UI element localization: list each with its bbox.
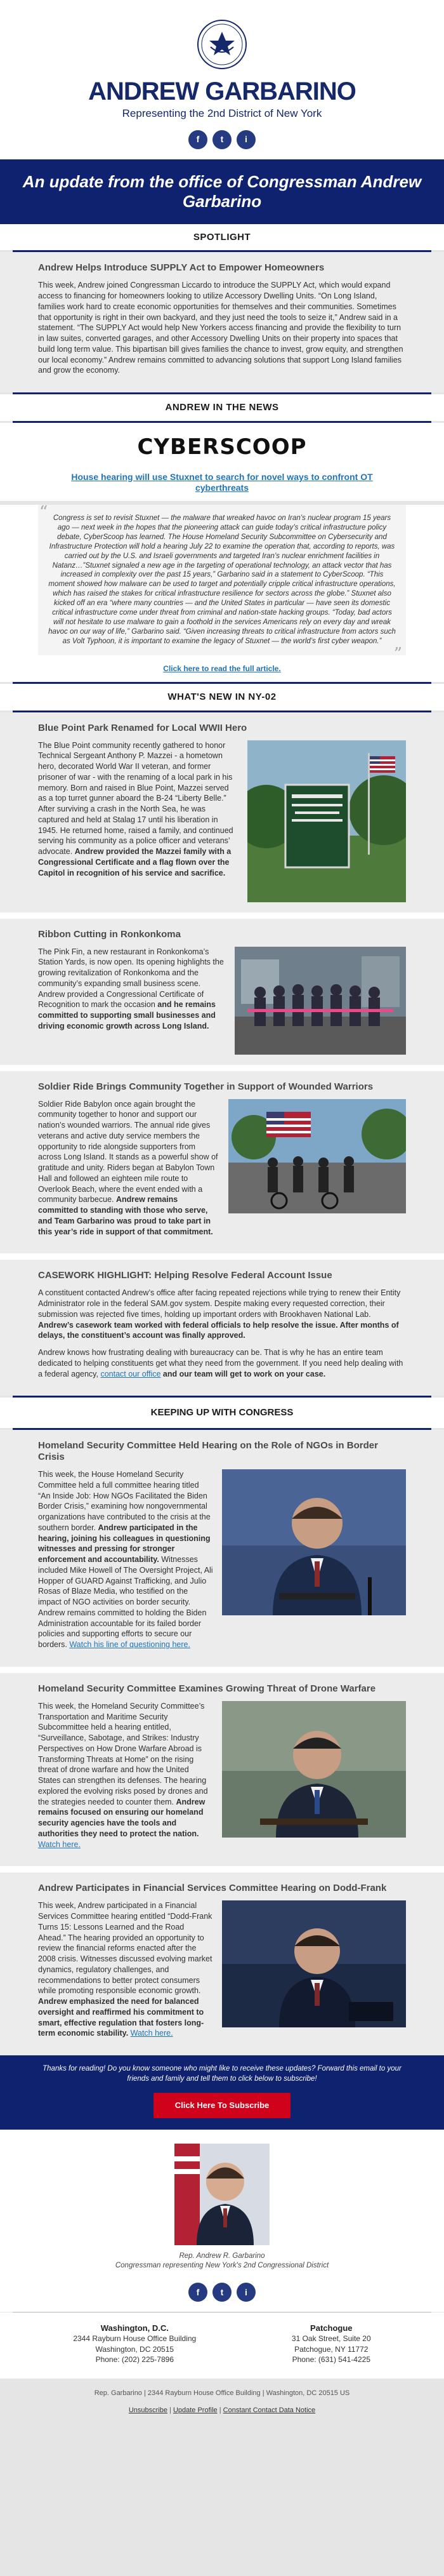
update-profile-link[interactable]: Update Profile [173, 2406, 218, 2414]
signature-role: Congressman representing New York's 2nd Congressional District [115, 2262, 329, 2270]
congress-article-doddfrank [0, 1872, 444, 2055]
social-links [0, 130, 444, 149]
article-body: The Pink Fin, a new restaurant in Ronkonkoma’s Station Yards, is now open. Its opening highlights the growing revitalization of Ronkonkoma and the community’s expanding small business scene. Andrew provided a Congressional Certificate of Recognition to mark the occasion and he remains committed to supporting small businesses and driving economic growth across Long Island. [38, 947, 224, 1031]
twitter-icon[interactable]: t [212, 130, 232, 149]
quote-wrap [0, 502, 444, 664]
drone-hearing-photo [222, 1701, 406, 1838]
article-body: This week, the Homeland Security Committee’s Transportation and Maritime Security Subcommittee held a hearing entitled, “Surveillance, Sabotage, and Strikes: Industry Perspectives on How Drone Warfare Abroad is Transforming Threats at Home” on the rising threat of drone warfare and how the United States can strengthen its defenses. The hearing explored the evolving risks posed by drones and the strategies needed to counter them. Andrew remains focused on ensuring our homeland security agencies have the tools and authorities they need to protect the nation. Watch here. [38, 1701, 208, 1849]
office-line2: Washington, DC 20515 [95, 2344, 174, 2354]
quote-close-icon: ” [393, 644, 402, 664]
watch-link[interactable]: Watch here. [38, 1839, 81, 1849]
news-headline-wrap [0, 468, 444, 501]
read-more-wrap [0, 658, 444, 682]
quote-text: Congress is set to revisit Stuxnet — the malware that wreaked havoc on Iran’s nuclear program 15 years ago — next week in the hopes that the pioneering attack can guide today’s critical infrastructure policy debate, CyberScoop has learned. The House Homeland Security Subcommittee on Cybersecurity and Infrastructure Protection will hold a hearing July 22 to examine the operation that, according to reports, was carried out by the U.S. and Israeli governments and targeted Iran’s nuclear enrichment facilities in Natanz…”Stuxnet signaled a new age in the targeting of operational technology, an attack vector that has increased in complexity over the past 15 years,” Garbarino said in a statement to CyberScoop. “This moment showed how malware can be used to target and potentially cripple critical infrastructure operations, which has raised the stakes for critical infrastructure resilience for sectors across the globe.” Stuxnet also kicked off an era “where many countries — and the United States in particular — have seen its domestic critical infrastructure come under threat from criminal and nation-state hacking groups. “Today, bad actors will not hesitate to use malware to gain a foothold in the services Americans rely on every day and wreak havoc on our way of life,” Garbarino said. “Given increasing threats to critical infrastructure from actors such as Volt Typhoon, it is important to examine the legacy of Stuxnet — the world’s first cyber weapon.” [48, 514, 396, 645]
spacer [0, 1667, 444, 1673]
office-line1: 2344 Rayburn House Office Building [73, 2334, 197, 2344]
ny02-heading: WHAT'S NEW IN NY-02 [0, 684, 444, 711]
congress-article-drones [0, 1673, 444, 1867]
congress-heading: KEEPING UP WITH CONGRESS [0, 1398, 444, 1428]
spotlight-heading: SPOTLIGHT [0, 224, 444, 251]
unsubscribe-link[interactable]: Unsubscribe [128, 2406, 167, 2414]
article-body: Andrew knows how frustrating dealing with bureaucracy can be. That is why he has an entire team dedicated to helping constituents get what they need from the government. If you need help dealing with a federal agency, contact our office and our team will get to work on your case. [38, 1348, 403, 1378]
article-title: Soldier Ride Brings Community Together in Support of Wounded Warriors [38, 1081, 374, 1092]
hearing-photo [222, 1469, 406, 1615]
subscribe-button[interactable]: Click Here To Subscribe [153, 2093, 291, 2118]
twitter-icon[interactable]: t [212, 2283, 232, 2302]
article-title: Ribbon Cutting in Ronkonkoma [38, 928, 181, 940]
park-sign-photo [247, 740, 406, 902]
quote-open-icon: “ [39, 502, 48, 522]
article-body: Soldier Ride Babylon once again brought the community together to honor and support our nation’s wounded warriors. The annual ride gives veterans and active duty service members the opportunity to ride alongside supporters from across Long Island. It stands as a powerful show of gratitude and unity. Riders began at Babylon Town Hall and followed an eighteen mile route to Overlook Beach, where the event ended with a community barbecue. Andrew remains committed to standing with those who serve, and Team Garbarino was proud to take part in this year’s ride in support of that commitment. [38, 1099, 218, 1236]
instagram-icon[interactable]: i [237, 130, 256, 149]
article-body: A constituent contacted Andrew’s office after facing repeated rejections while trying to renew their Entity Administrator role in the federal SAM.gov system. Despite making every requested correction, their submission was rejected five times, holding up important orders with Brookhaven National Lab. Andrew’s casework team worked with federal officials to help resolve the issue. After months of delays, the constituent’s account was finally approved. [38, 1288, 401, 1340]
article-title: Homeland Security Committee Held Hearing on the Role of NGOs in Border Crisis [38, 1440, 378, 1463]
article-body: This week, Andrew joined Congressman Liccardo to introduce the SUPPLY Act, which would expand access to financing for homeowners looking to utilize Accessory Dwelling Units. “On Long Island, families work hard to create economic opportunities for themselves and their communities. Sometimes that opportunity is right in their own backyard, and they just need the tools to seize it,” Andrew said in a statement. “The SUPPLY Act would help New Yorkers access financing and provide the flexibility to turn in law suites, converted garages, and other Accessory Dwelling Units on their property into spaces that build long term value. This bipartisan bill gives families the chance to invest, grow equity, and strengthen our local economy.” Andrew remains committed to advancing solutions that support Long Island families and grow the economy. [38, 281, 403, 375]
ribbon-cutting-photo [235, 947, 406, 1055]
spacer [0, 1253, 444, 1260]
office-addresses [0, 2312, 444, 2379]
spacer [0, 1065, 444, 1071]
read-more-link[interactable]: Click here to read the full article. [163, 664, 281, 673]
brand-name: ANDREW GARBARINO [88, 77, 356, 106]
watch-link[interactable]: Watch his line of questioning here. [69, 1640, 190, 1650]
watch-link[interactable]: Watch here. [130, 2029, 173, 2038]
spacer [0, 912, 444, 919]
instagram-icon[interactable]: i [237, 2283, 256, 2302]
article-title: Andrew Helps Introduce SUPPLY Act to Empower Homeowners [38, 262, 325, 274]
spotlight-article [0, 252, 444, 392]
header [0, 0, 444, 159]
article-title: Homeland Security Committee Examines Growing Threat of Drone Warfare [38, 1683, 376, 1694]
soldier-ride-photo [228, 1099, 406, 1213]
financial-hearing-photo [222, 1900, 406, 2027]
office-name: Patchogue [310, 2323, 353, 2333]
article-title: CASEWORK HIGHLIGHT: Helping Resolve Federal Account Issue [38, 1270, 332, 1281]
congressman-portrait [174, 2144, 270, 2245]
article-title: Andrew Participates in Financial Services Committee Hearing on Dodd-Frank [38, 1883, 387, 1894]
article-title: Blue Point Park Renamed for Local WWII Hero [38, 722, 247, 733]
news-heading: ANDREW IN THE NEWS [0, 394, 444, 421]
thanks-text: Thanks for reading! Do you know someone who might like to receive these updates? Forward this email to your friends and family and tell them to click below to subscribe! [42, 2065, 402, 2083]
data-notice-link[interactable]: Constant Contact Data Notice [223, 2406, 316, 2414]
office-name: Washington, D.C. [100, 2323, 169, 2333]
contact-office-link[interactable]: contact our office [100, 1369, 161, 1378]
office-dc [73, 2323, 196, 2365]
article-body: This week, Andrew participated in a Financial Services Committee hearing entitled “Dodd-Frank Turns 15: Lessons Learned and the Road Ahead.” The hearing provided an opportunity to review the financial reforms enacted after the 2008 crisis. Witnesses discussed evolving market dynamics, regulatory challenges, and recommendations to better protect consumers while promoting responsible economic growth. Andrew emphasized the need for balanced oversight and reaffirmed his commitment to smart, effective regulation that fosters long-term economic stability. Watch here. [38, 1901, 212, 2038]
casework-article [0, 1260, 444, 1396]
banner-title: An update from the office of Congressman Andrew Garbarino [22, 171, 422, 211]
office-line1: 31 Oak Street, Suite 20 [291, 2334, 371, 2344]
ny02-article-soldier-ride [0, 1071, 444, 1254]
signature-block [0, 2130, 444, 2312]
congressional-seal-icon [197, 19, 247, 70]
footer-cta [0, 2055, 444, 2130]
spacer [0, 1866, 444, 1872]
office-phone: Phone: (202) 225-7896 [95, 2354, 174, 2364]
congress-article-ngos [0, 1430, 444, 1667]
brand-tagline: Representing the 2nd District of New York [122, 107, 322, 120]
footer-links: Unsubscribe | Update Profile | Constant Contact Data Notice [0, 2402, 444, 2429]
news-headline-link[interactable]: House hearing will use Stuxnet to search for novel ways to confront OT cyberthreats [71, 471, 373, 493]
ny02-article-park [0, 712, 444, 912]
article-body: This week, the House Homeland Security Committee held a full committee hearing titled “An Inside Job: How NGOs Facilitated the Biden Border Crisis,” examining how nongovernmental organizations have contributed to the crisis at the southern border. Andrew participated in the hearing, joining his colleagues in questioning witnesses and pressing for stronger enforcement and accountability. Witnesses included Mike Howell of The Oversight Project, Ali Hopper of GUARD Against Trafficking, and Julio Rosas of Blaze Media, who testified on the impact of NGO activities on border security. Andrew remains committed to holding the Biden Administration accountable for its failed border policies and supporting efforts to secure our borders. Watch his line of questioning here. [38, 1470, 213, 1650]
news-quote [38, 502, 406, 664]
cyberscoop-logo: CYBERSCOOP [0, 423, 444, 468]
office-line2: Patchogue, NY 11772 [294, 2344, 369, 2354]
footer-social-links [0, 2283, 444, 2302]
facebook-icon[interactable]: f [188, 2283, 207, 2302]
office-patchogue [292, 2323, 371, 2365]
ny02-article-ribbon [0, 919, 444, 1065]
footer-address: Rep. Garbarino | 2344 Rayburn House Office Building | Washington, DC 20515 US [0, 2379, 444, 2402]
signature-name: Rep. Andrew R. Garbarino [179, 2252, 265, 2260]
office-phone: Phone: (631) 541-4225 [292, 2354, 370, 2364]
facebook-icon[interactable]: f [188, 130, 207, 149]
update-banner [0, 159, 444, 224]
article-body: The Blue Point community recently gathered to honor Technical Sergeant Anthony P. Mazzei - a hometown hero, decorated World War II veteran, and former prisoner of war - with the renaming of a local park in his memory. Born and raised in Blue Point, Mazzei served as a top turret gunner aboard the B-24 “Liberty Belle.” After surviving a crash in the North Sea, he was captured and held at Stalag 17 until his liberation in 1945. He returned home, raised a family, and continued serving his community as a police officer and veterans’ advocate. Andrew provided the Mazzei family with a Congressional Certificate and a flag flown over the Capitol in recognition of his service and sacrifice. [38, 740, 233, 878]
